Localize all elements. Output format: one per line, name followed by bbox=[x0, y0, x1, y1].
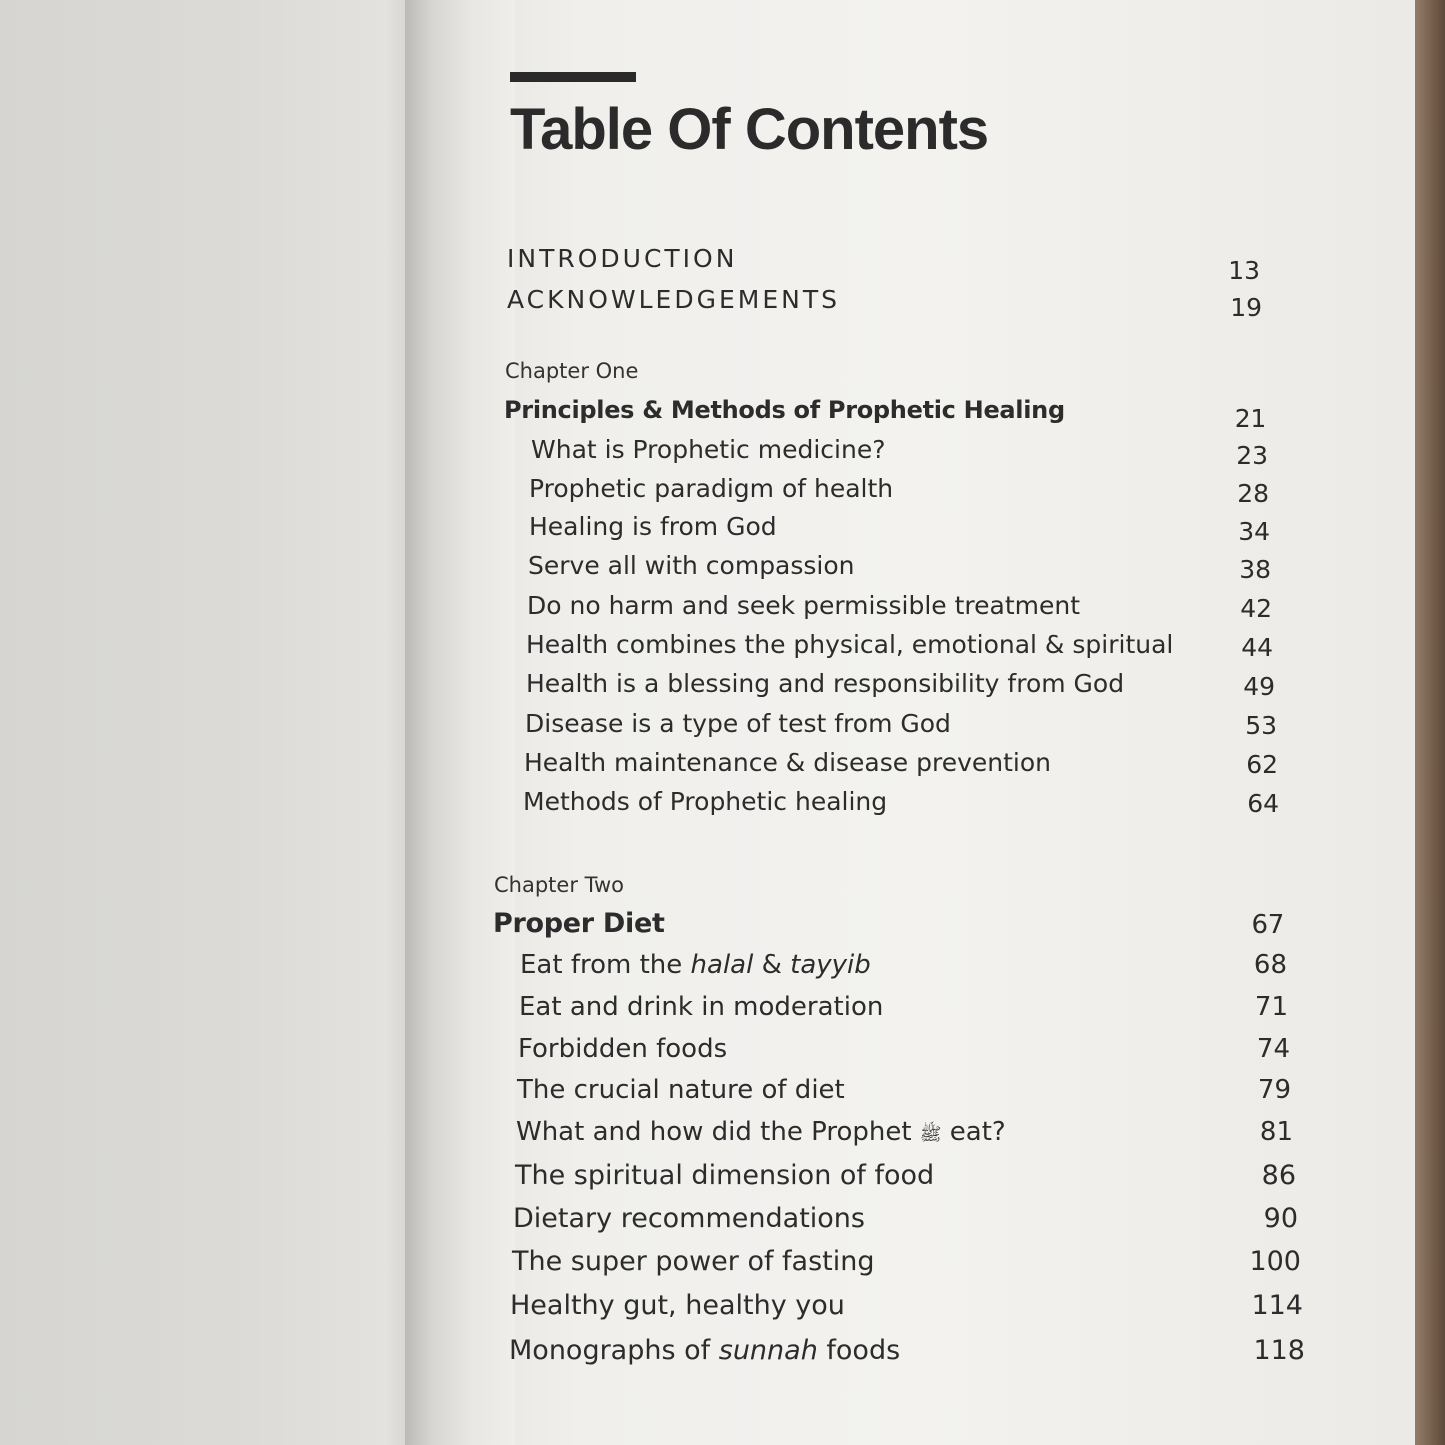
toc-page: 62 bbox=[1246, 750, 1278, 779]
toc-page: 68 bbox=[1253, 950, 1287, 980]
toc-row[interactable] bbox=[526, 669, 1275, 705]
toc-row[interactable] bbox=[526, 630, 1273, 666]
toc-label: Serve all with compassion bbox=[528, 551, 855, 580]
toc-page: 64 bbox=[1247, 789, 1279, 818]
chapter-title: Proper Diet bbox=[493, 908, 665, 939]
toc-label: Dietary recommendations bbox=[513, 1203, 865, 1234]
toc-row[interactable] bbox=[528, 551, 1271, 587]
title-rule bbox=[510, 72, 636, 82]
page-title: Table Of Contents bbox=[510, 97, 989, 162]
toc-row[interactable] bbox=[513, 1203, 1298, 1243]
chapter-two-label: Chapter Two bbox=[494, 873, 625, 897]
toc-row[interactable] bbox=[531, 435, 1268, 471]
toc-page: 34 bbox=[1238, 517, 1270, 546]
toc-row[interactable] bbox=[523, 787, 1279, 823]
toc-row[interactable] bbox=[512, 1246, 1301, 1286]
toc-page: 28 bbox=[1237, 479, 1269, 508]
toc-row[interactable] bbox=[525, 709, 1277, 745]
honorific-symbol: ﷺ bbox=[919, 1124, 942, 1145]
toc-page: 42 bbox=[1240, 594, 1272, 623]
toc-row[interactable] bbox=[529, 474, 1269, 510]
toc-row[interactable] bbox=[524, 748, 1278, 784]
toc-label: Disease is a type of test from God bbox=[525, 709, 951, 738]
toc-page: 67 bbox=[1251, 910, 1284, 940]
toc-label: Health is a blessing and responsibility from God bbox=[526, 669, 1125, 698]
chapter-two-title-row[interactable] bbox=[493, 908, 1284, 946]
chapter-one-label: Chapter One bbox=[505, 359, 639, 383]
toc-label: Healthy gut, healthy you bbox=[510, 1290, 845, 1321]
toc-row-acknowledgements[interactable] bbox=[507, 285, 1262, 325]
toc-page: 90 bbox=[1263, 1203, 1298, 1234]
toc-page: 86 bbox=[1261, 1160, 1296, 1191]
toc-page: 79 bbox=[1257, 1075, 1291, 1105]
toc-page: 49 bbox=[1243, 672, 1275, 701]
toc-page: 21 bbox=[1234, 404, 1266, 433]
toc-row[interactable] bbox=[517, 1075, 1291, 1113]
toc-page: 74 bbox=[1256, 1034, 1290, 1064]
toc-page: 53 bbox=[1245, 711, 1277, 740]
toc-label: Healing is from God bbox=[529, 512, 777, 541]
toc-row[interactable] bbox=[519, 992, 1288, 1030]
toc-page: 118 bbox=[1253, 1335, 1305, 1366]
toc-row[interactable] bbox=[527, 591, 1272, 627]
toc-row[interactable] bbox=[509, 1335, 1305, 1377]
toc-row[interactable] bbox=[516, 1117, 1293, 1157]
chapter-title: Principles & Methods of Prophetic Healing bbox=[504, 396, 1065, 424]
italic-term: tayyib bbox=[790, 950, 871, 980]
toc-page: 114 bbox=[1251, 1290, 1303, 1321]
toc-row[interactable] bbox=[510, 1290, 1303, 1332]
toc-label: The crucial nature of diet bbox=[517, 1075, 845, 1105]
toc-label: Eat and drink in moderation bbox=[519, 992, 884, 1022]
toc-page: 71 bbox=[1254, 992, 1288, 1022]
toc-label: Monographs of sunnah foods bbox=[509, 1335, 901, 1366]
toc-row[interactable] bbox=[529, 512, 1270, 548]
toc-row-introduction[interactable] bbox=[507, 244, 1260, 284]
toc-page: 38 bbox=[1239, 555, 1271, 584]
toc-label: Health maintenance & disease prevention bbox=[524, 748, 1051, 777]
toc-page: 44 bbox=[1241, 633, 1273, 662]
toc-label: The super power of fasting bbox=[512, 1246, 875, 1277]
italic-term: sunnah bbox=[718, 1335, 818, 1366]
toc-label: Forbidden foods bbox=[518, 1034, 728, 1064]
toc-label: What and how did the Prophet ﷺ eat? bbox=[516, 1117, 1006, 1147]
toc-label: Eat from the halal & tayyib bbox=[520, 950, 871, 980]
toc-page: 81 bbox=[1259, 1117, 1293, 1147]
toc-page: 23 bbox=[1236, 441, 1268, 470]
toc-page: 19 bbox=[1230, 293, 1262, 322]
left-page bbox=[0, 0, 420, 1445]
toc-label: ACKNOWLEDGEMENTS bbox=[507, 285, 840, 314]
toc-label: The spiritual dimension of food bbox=[515, 1160, 935, 1191]
toc-label: What is Prophetic medicine? bbox=[531, 435, 886, 464]
toc-row[interactable] bbox=[520, 950, 1287, 988]
toc-row[interactable] bbox=[518, 1034, 1290, 1072]
toc-label: INTRODUCTION bbox=[507, 244, 738, 273]
toc-page: 100 bbox=[1249, 1246, 1301, 1277]
toc-label: Methods of Prophetic healing bbox=[523, 787, 888, 816]
toc-label: Prophetic paradigm of health bbox=[529, 474, 894, 503]
toc-row[interactable] bbox=[515, 1160, 1296, 1200]
toc-label: Do no harm and seek permissible treatment bbox=[527, 591, 1081, 620]
toc-page: 13 bbox=[1228, 256, 1260, 285]
chapter-one-title-row[interactable] bbox=[504, 396, 1266, 432]
toc-label: Health combines the physical, emotional & spiritual bbox=[526, 630, 1174, 659]
italic-term: halal bbox=[690, 950, 754, 980]
book-gutter bbox=[405, 0, 515, 1445]
